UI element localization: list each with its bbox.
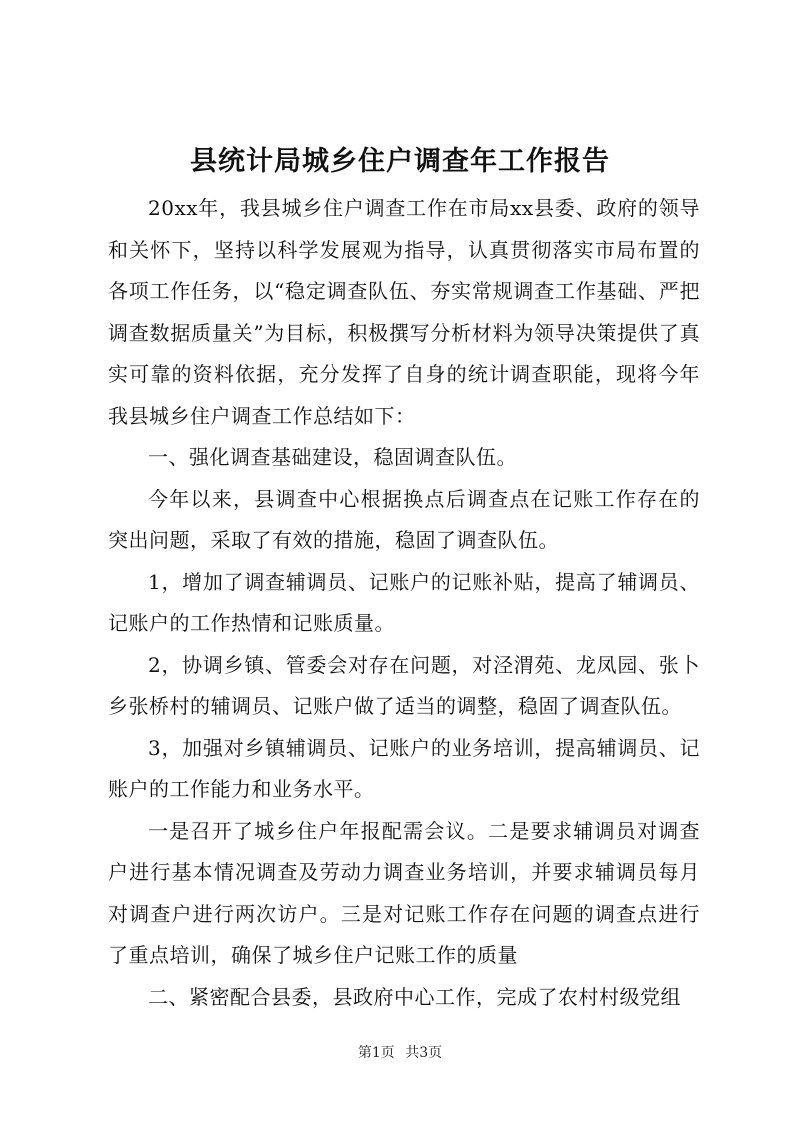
paragraph-section-two-heading: 二、紧密配合县委，县政府中心工作，完成了农村村级党组 [148, 984, 681, 1009]
paragraph: 一是召开了城乡住户年报配需会议。二是要求辅调员对调查户进行基本情况调查及劳动力调查业务培训，并要求辅调员每月对调查户进行两次访户。三是对记账工作存在问题的调查点进行了重点培训，确保了城乡住户记账工作的质量 [108, 818, 700, 967]
paragraph-item-1: 1，增加了调查辅调员、记账户的记账补贴，提高了辅调员、记账户的工作热情和记账质量。 [108, 569, 700, 635]
paragraph-item-3: 3，加强对乡镇辅调员、记账户的业务培训，提高辅调员、记账户的工作能力和业务水平。 [108, 735, 700, 801]
document-body [108, 188, 700, 1018]
paragraph-intro: 20xx年，我县城乡住户调查工作在市局xx县委、政府的领导和关怀下，坚持以科学发展观为指导，认真贯彻落实市局布置的各项工作任务，以“稳定调查队伍、夯实常规调查工作基础、严把调查数据质量关”为目标，积极撰写分析材料为领导决策提供了真实可靠的资料依据，充分发挥了自身的统计调查职能，现将今年我县城乡住户调查工作总结如下： [108, 196, 700, 428]
paragraph-section-one-heading: 一、强化调查基础建设，稳固调查队伍。 [148, 445, 517, 469]
page-total: 共3页 [405, 1045, 443, 1061]
paragraph: 今年以来，县调查中心根据换点后调查点在记账工作存在的突出问题，采取了有效的措施，稳固了调查队伍。 [108, 486, 700, 552]
page-footer [0, 1043, 800, 1063]
page-number: 第1页 [357, 1045, 395, 1061]
paragraph-item-2: 2，协调乡镇、管委会对存在问题，对泾渭苑、龙凤园、张卜乡张桥村的辅调员、记账户做了适当的调整，稳固了调查队伍。 [108, 652, 700, 718]
document-title: 县统计局城乡住户调查年工作报告 [190, 146, 610, 177]
